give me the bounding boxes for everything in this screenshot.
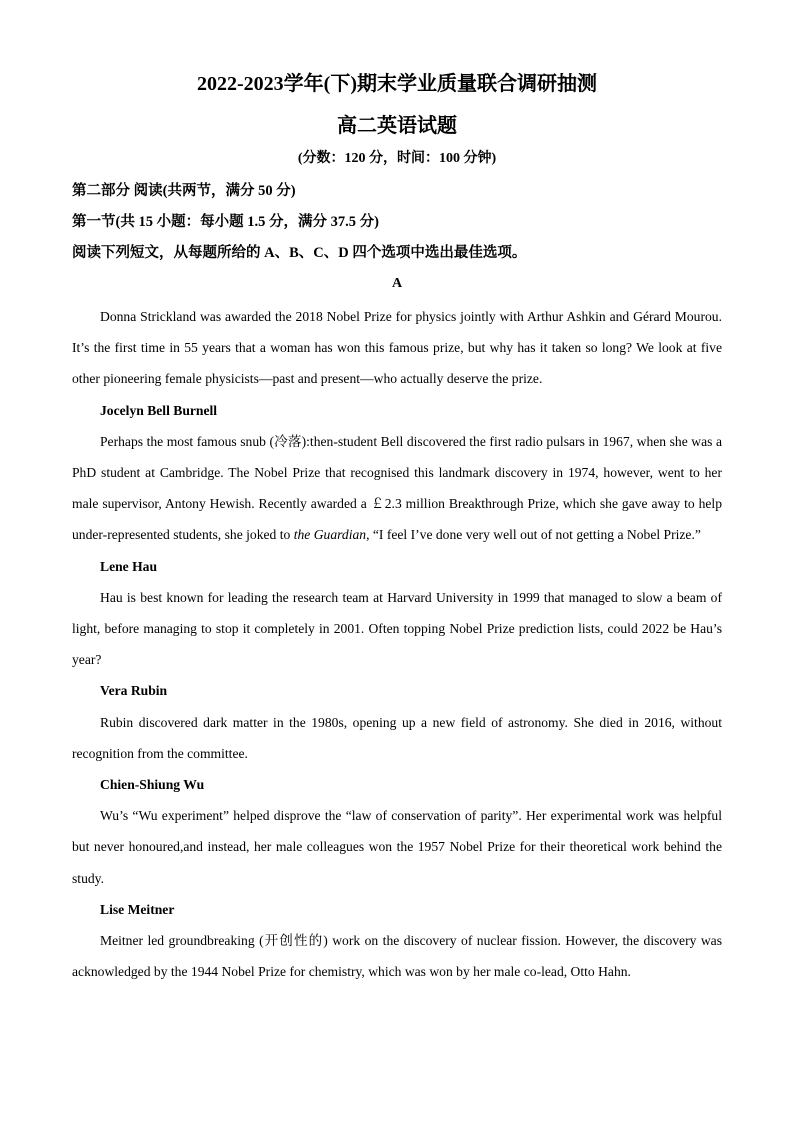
person-heading: Lene Hau	[100, 558, 158, 574]
exam-subtitle: 高二英语试题	[337, 115, 457, 137]
person-paragraph: Hau is best known for leading the research team at Harvard University in 1999 that managed to slow a beam of light, before managing to stop it completely in 2001. Often topping Nobel Prize prediction lists, could 2022 be Hau’s year?	[72, 589, 722, 668]
person-heading: Vera Rubin	[100, 683, 168, 699]
exam-title: 2022-2023学年(下)期末学业质量联合调研抽测	[197, 73, 597, 95]
paragraph-text: , “I feel I’ve done very well out of not getting a Nobel Prize.”	[366, 527, 701, 543]
publication-name: the Guardian	[293, 527, 367, 543]
passage-intro: Donna Strickland was awarded the 2018 Nobel Prize for physics jointly with Arthur Ashkin and Gérard Mourou. It’s the first time in 55 years that a woman has won this famous prize, but why has it taken so long? We look at five other pioneering female physicists—past and present—who actually deserve the prize.	[72, 309, 722, 387]
person-heading: Chien-Shiung Wu	[100, 777, 205, 793]
person-heading: Jocelyn Bell Burnell	[100, 402, 218, 418]
person-paragraph: Meitner led groundbreaking (开创性的) work on the discovery of nuclear fission. However, the discovery was acknowledged by the 1944 Nobel Prize for chemistry, which was won by her male co-lead, Otto Hahn.	[72, 933, 722, 980]
passage-body	[72, 301, 722, 987]
person-paragraph: Wu’s “Wu experiment” helped disprove the “law of conservation of parity”. Her experimental work was helpful but never honoured,and instead, her male colleagues won the 1957 Nobel Prize for their theoretical work behind the study.	[72, 808, 722, 886]
person-paragraph: Rubin discovered dark matter in the 1980s, opening up a new field of astronomy. She died in 2016, without recognition from the committee.	[72, 714, 722, 761]
section-heading: 第一节(共 15 小题：每小题 1.5 分，满分 37.5 分)	[72, 214, 379, 230]
person-heading: Lise Meitner	[100, 901, 175, 917]
person-paragraph	[72, 426, 722, 551]
directions-text: 阅读下列短文，从每题所给的 A、B、C、D 四个选项中选出最佳选项。	[72, 245, 527, 261]
part-heading: 第二部分 阅读(共两节，满分 50 分)	[72, 183, 296, 199]
paragraph-text: Perhaps the most famous snub (冷落):then-student Bell discovered the first radio pulsars in 1967, when she was a PhD student at Cambridge. The Nobel Prize that recognised this landmark discovery in 1974, however, went to her male supervisor, Antony Hewish. Recently awarded a ￡2.3 million Breakthrough Prize, which she gave away to help under-represented students, she joked to	[72, 433, 722, 543]
score-info: (分数：120 分，时间：100 分钟)	[297, 151, 497, 166]
passage-letter: A	[391, 276, 403, 291]
